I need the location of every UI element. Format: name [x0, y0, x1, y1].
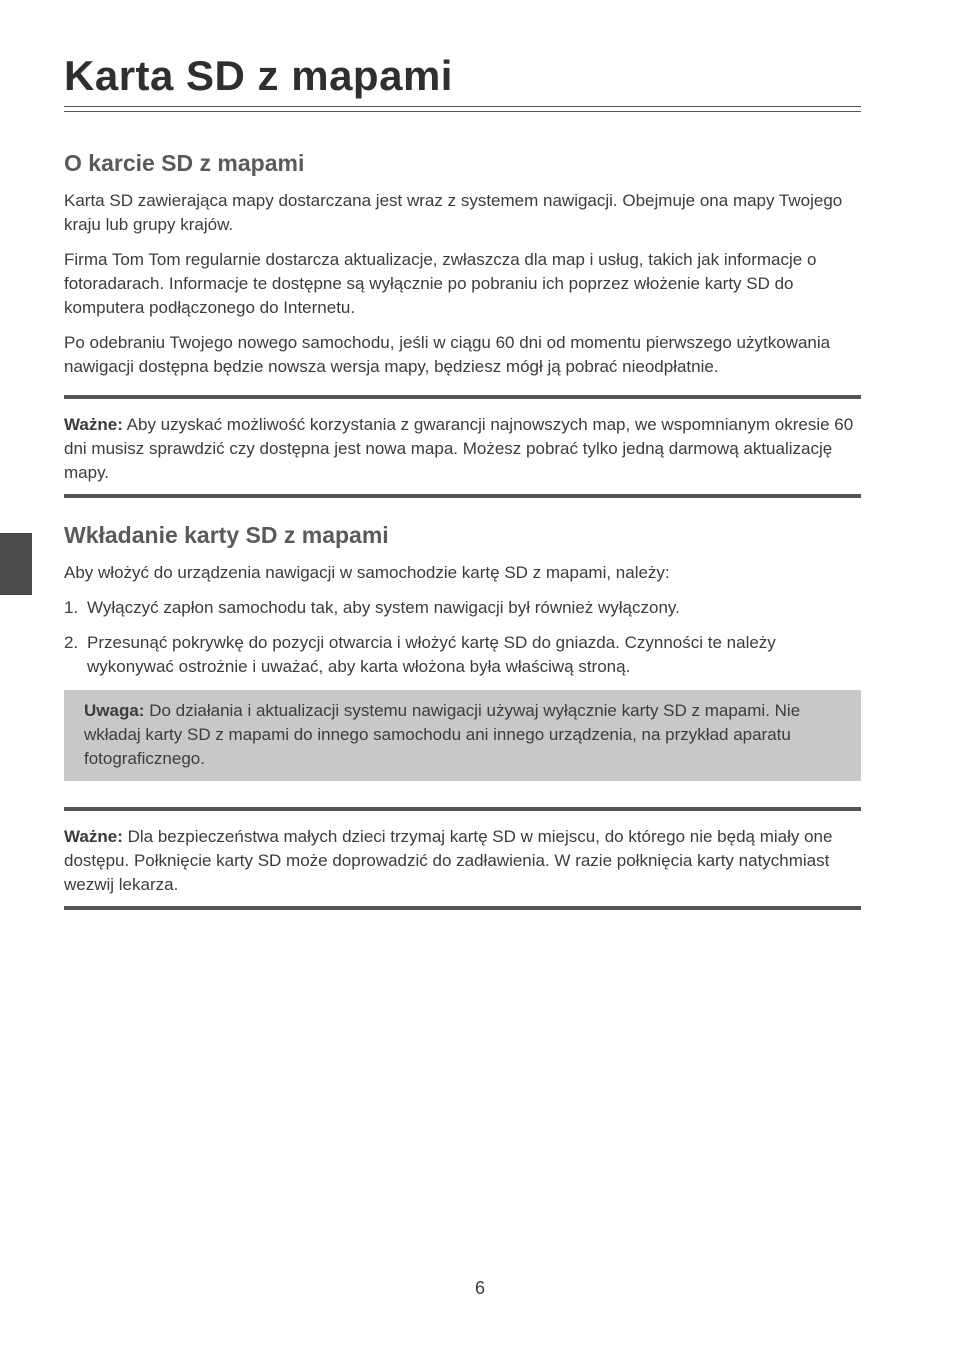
page-number: 6: [474, 1278, 485, 1298]
section-about-sd-card: [64, 150, 861, 379]
section-heading-inserting: Wkładanie karty SD z mapami: [64, 522, 389, 548]
content: [64, 150, 861, 934]
list-item: [64, 596, 861, 620]
paragraph: Firma Tom Tom regularnie dostarcza aktualizacje, zwłaszcza dla map i usług, takich jak informacje o fotoradarach. Informacje te dostępne są wyłącznie po pobraniu ich poprzez włożenie karty SD do komputera podłączonego do Internetu.: [64, 250, 817, 317]
steps-list: [64, 596, 861, 679]
paragraph: Karta SD zawierająca mapy dostarczana jest wraz z systemem nawigacji. Obejmuje ona mapy Twojego kraju lub grupy krajów.: [64, 191, 843, 234]
paragraph: Po odebraniu Twojego nowego samochodu, jeśli w ciągu 60 dni od momentu pierwszego użytkowania nawigacji dostępna będzie nowsza wersja mapy, będziesz mógł ją pobrać nieodpłatnie.: [64, 333, 831, 376]
important-note-safety: [64, 807, 861, 910]
step-text: Przesunąć pokrywkę do pozycji otwarcia i włożyć kartę SD do gniazda. Czynności te należy wykonywać ostrożnie i uważać, aby karta włożona była właściwą stroną.: [87, 633, 776, 676]
step-number: 1.: [64, 598, 79, 617]
section-inserting-sd-card: [64, 522, 861, 781]
list-item: [64, 631, 861, 679]
paragraph: Aby włożyć do urządzenia nawigacji w samochodzie kartę SD z mapami, należy:: [64, 563, 670, 582]
section-heading-about: O karcie SD z mapami: [64, 150, 305, 176]
note-label: Ważne:: [64, 415, 123, 434]
step-number: 2.: [64, 633, 79, 652]
step-text: Wyłączyć zapłon samochodu tak, aby system nawigacji był również wyłączony.: [87, 598, 680, 617]
note-text: Aby uzyskać możliwość korzystania z gwarancji najnowszych map, we wspomnianym okresie 60 dni musisz sprawdzić czy dostępna jest nowa mapa. Możesz pobrać tylko jedną darmową aktualizację mapy.: [64, 415, 854, 482]
tip-label: Uwaga:: [84, 701, 145, 720]
tip-box: [64, 690, 861, 781]
page-title: Karta SD z mapami: [64, 52, 453, 99]
important-note-warranty: [64, 395, 861, 498]
title-double-rule: [64, 106, 861, 112]
note-label: Ważne:: [64, 827, 123, 846]
note-text: Dla bezpieczeństwa małych dzieci trzymaj kartę SD w miejscu, do którego nie będą miały one dostępu. Połknięcie karty SD może doprowadzić do zadławienia. W razie połknięcia karty natychmiast wezwij lekarza.: [64, 827, 833, 894]
chapter-tab-marker: [0, 533, 32, 595]
tip-text: Do działania i aktualizacji systemu nawigacji używaj wyłącznie karty SD z mapami. Nie wkładaj karty SD z mapami do innego samochodu ani innego urządzenia, na przykład aparatu fotograficznego.: [84, 701, 801, 768]
